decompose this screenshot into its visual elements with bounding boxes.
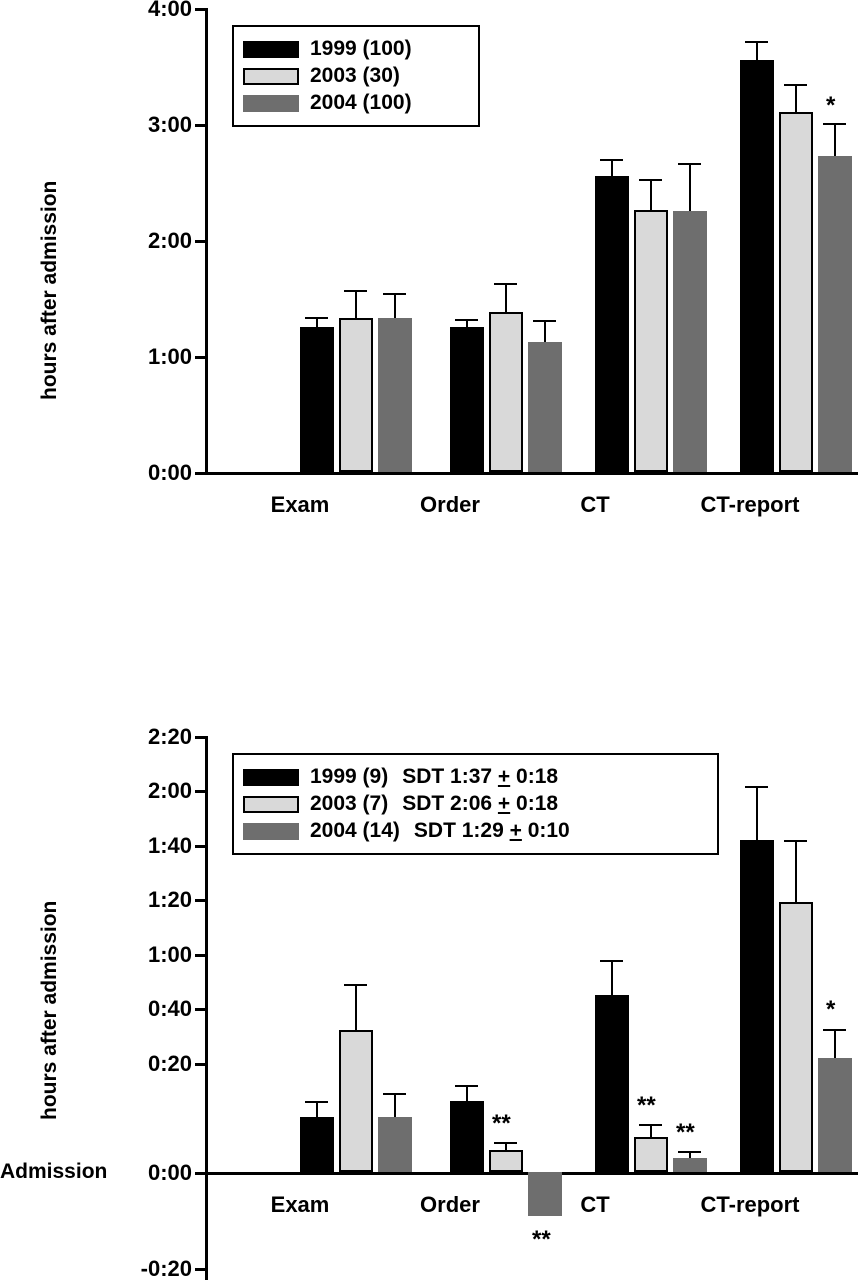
bottom-errcap-ct-2003 (639, 1124, 662, 1126)
top-ytick-2: 2:00 (147, 228, 192, 253)
legend-label-2003: 2003 (7) (310, 792, 389, 815)
bottom-errcap-order-1999 (455, 1085, 478, 1087)
top-err-ctreport-1999 (756, 43, 758, 60)
bottom-group-ct-report (738, 736, 858, 1172)
top-err-ct-1999 (611, 161, 613, 176)
bottom-err-exam-2003 (355, 986, 357, 1030)
top-bar-ct-2003 (634, 210, 668, 472)
bottom-err-ctreport-1999 (756, 788, 758, 840)
bottom-err-ct-2004 (689, 1153, 691, 1158)
bottom-errcap-exam-2004 (383, 1093, 406, 1095)
bottom-significance-star-ctreport-2004: * (826, 996, 836, 1023)
top-err-ctreport-2003 (795, 86, 797, 112)
bottom-err-order-1999 (466, 1087, 468, 1101)
top-plot-area (208, 8, 858, 472)
top-err-exam-1999 (316, 319, 318, 327)
bottom-ytick-000: 0:00 (147, 1160, 192, 1185)
bottom-xlabel-exam: Exam (270, 1192, 330, 1217)
bottom-tickmark-020 (195, 1063, 207, 1066)
bottom-ytick-220: 2:20 (147, 724, 192, 749)
bottom-tickmark-100 (195, 954, 207, 957)
top-tickmark-1 (195, 356, 207, 359)
legend-sdt-2003-post: 0:18 (510, 792, 559, 815)
bottom-significance-star-order-2004: ** (532, 1226, 551, 1253)
top-err-order-1999 (466, 321, 468, 327)
top-bar-ct-1999 (595, 176, 629, 472)
bottom-ytick-200: 2:00 (147, 778, 192, 803)
bottom-bar-order-1999 (450, 1101, 484, 1172)
legend-sdt-2004-post: 0:10 (521, 819, 570, 842)
bottom-err-ct-2003 (650, 1126, 652, 1137)
bottom-err-ct-1999 (611, 962, 613, 995)
top-significance-star-ctreport-2004: * (826, 92, 836, 119)
top-group-exam (298, 8, 418, 472)
top-errcap-ct-2003 (639, 179, 662, 181)
bottom-tickmark-140 (195, 845, 207, 848)
bottom-ytick-020: 0:20 (147, 1051, 192, 1076)
top-xlabel-order: Order (420, 492, 480, 517)
top-err-exam-2004 (394, 295, 396, 318)
top-errcap-ctreport-2004 (823, 123, 846, 125)
bottom-significance-star-order-2003: ** (492, 1110, 511, 1137)
top-bar-exam-1999 (300, 327, 334, 472)
top-tickmark-2 (195, 240, 207, 243)
bottom-bar-ctreport-2004 (818, 1058, 852, 1172)
top-errcap-ctreport-1999 (745, 41, 768, 43)
bottom-errcap-order-2003 (494, 1142, 517, 1144)
top-err-order-2004 (544, 322, 546, 342)
bottom-tickmark-000 (195, 1172, 207, 1175)
top-ytick-0: 0:00 (147, 460, 192, 485)
top-bar-exam-2004 (378, 318, 412, 472)
bottom-ytick-100: 1:00 (147, 942, 192, 967)
legend-label-2004: 2004 (14) (310, 819, 400, 842)
bottom-errcap-ctreport-2003 (784, 840, 807, 842)
bottom-bar-ct-2003 (634, 1137, 668, 1172)
top-xlabel-exam: Exam (270, 492, 330, 517)
top-group-ct (593, 8, 713, 472)
bottom-significance-star-ct-2003: ** (637, 1092, 656, 1119)
top-xlabel-ct: CT (580, 492, 610, 517)
bottom-tickmark-neg020 (195, 1268, 207, 1271)
bottom-xlabel-ct-report: CT-report (700, 1192, 800, 1217)
top-tickmark-0 (195, 472, 207, 475)
top-errcap-exam-2004 (383, 293, 406, 295)
bottom-tickmark-200 (195, 790, 207, 793)
bottom-err-exam-1999 (316, 1103, 318, 1117)
top-bar-order-2003 (489, 312, 523, 472)
top-ytick-1: 1:00 (147, 344, 192, 369)
legend-label-1999: 1999 (9) (310, 765, 389, 788)
top-tickmark-3 (195, 124, 207, 127)
bottom-bar-ctreport-2003 (779, 902, 813, 1172)
top-bar-chart (0, 0, 858, 560)
bottom-xlabel-order: Order (420, 1192, 480, 1217)
top-xlabel-ct-report: CT-report (700, 492, 800, 517)
bottom-ytick-120: 1:20 (147, 887, 192, 912)
bottom-errcap-ctreport-1999 (745, 786, 768, 788)
bottom-bar-chart (0, 700, 858, 1280)
top-errcap-ct-2004 (678, 163, 701, 165)
bottom-y-axis-label: hours after admission (38, 900, 61, 1120)
bottom-tickmark-220 (195, 736, 207, 739)
bottom-bar-ctreport-1999 (740, 840, 774, 1172)
legend-sdt-2003-plus: + (497, 792, 511, 815)
legend-sdt-1999-plus: + (497, 765, 511, 788)
bottom-bar-exam-1999 (300, 1117, 334, 1172)
legend-sdt-1999-pre: SDT 1:37 (402, 765, 498, 788)
bottom-bar-exam-2003 (339, 1030, 373, 1172)
top-group-ct-report (738, 8, 858, 472)
legend-label-1999: 1999 (100) (310, 37, 412, 60)
top-errcap-ctreport-2003 (784, 84, 807, 86)
top-bar-exam-2003 (339, 318, 373, 472)
top-bar-ctreport-1999 (740, 60, 774, 472)
bottom-ytick-140: 1:40 (147, 833, 192, 858)
top-bar-ctreport-2004 (818, 156, 852, 472)
top-errcap-exam-2003 (344, 290, 367, 292)
legend-sdt-2004-plus: + (509, 819, 522, 842)
legend-label-2004: 2004 (100) (310, 91, 412, 114)
top-err-ct-2004 (689, 165, 691, 211)
bottom-tickmark-040 (195, 1008, 207, 1011)
legend-sdt-2003-pre: SDT 2:06 (402, 792, 498, 815)
bottom-errcap-ct-1999 (600, 960, 623, 962)
top-err-ct-2003 (650, 181, 652, 210)
legend-sdt-2004-pre: SDT 1:29 (413, 819, 510, 842)
top-ytick-4: 4:00 (147, 0, 192, 21)
top-tickmark-4 (195, 8, 207, 11)
bottom-err-ctreport-2004 (834, 1031, 836, 1058)
bottom-errcap-ctreport-2004 (823, 1029, 846, 1031)
top-bar-ctreport-2003 (779, 112, 813, 472)
bottom-err-order-2003 (505, 1144, 507, 1150)
top-err-exam-2003 (355, 292, 357, 318)
top-ytick-3: 3:00 (147, 112, 192, 137)
top-errcap-exam-1999 (305, 317, 328, 319)
bottom-ytick-neg020: -0:20 (140, 1256, 192, 1281)
top-errcap-order-2004 (533, 320, 556, 322)
top-err-order-2003 (505, 285, 507, 312)
top-bar-ct-2004 (673, 211, 707, 472)
bottom-bar-ct-2004 (673, 1158, 707, 1172)
bottom-errcap-exam-1999 (305, 1101, 328, 1103)
top-bar-order-2004 (528, 342, 562, 472)
bottom-bar-ct-1999 (595, 995, 629, 1172)
top-y-axis-label: hours after admission (38, 180, 61, 400)
top-group-order (448, 8, 568, 472)
bottom-err-exam-2004 (394, 1095, 396, 1117)
bottom-group-exam (298, 736, 418, 1172)
top-errcap-ct-1999 (600, 159, 623, 161)
top-errcap-order-1999 (455, 319, 478, 321)
legend-sdt-1999-post: 0:18 (510, 765, 559, 788)
legend-label-2003: 2003 (30) (310, 64, 400, 87)
bottom-bar-exam-2004 (378, 1117, 412, 1172)
top-errcap-order-2003 (494, 283, 517, 285)
top-x-axis-line (205, 472, 858, 475)
top-bar-order-1999 (450, 327, 484, 472)
top-err-ctreport-2004 (834, 125, 836, 156)
bottom-bar-order-2003 (489, 1150, 523, 1172)
bottom-errcap-exam-2003 (344, 984, 367, 986)
bottom-err-ctreport-2003 (795, 842, 797, 902)
bottom-tickmark-120 (195, 899, 207, 902)
bottom-errcap-ct-2004 (678, 1151, 701, 1153)
bottom-admission-label: Admission (0, 1160, 108, 1183)
bottom-ytick-040: 0:40 (147, 996, 192, 1021)
bottom-significance-star-ct-2004: ** (676, 1119, 695, 1146)
bottom-group-ct (593, 736, 713, 1172)
bottom-xlabel-ct: CT (580, 1192, 610, 1217)
